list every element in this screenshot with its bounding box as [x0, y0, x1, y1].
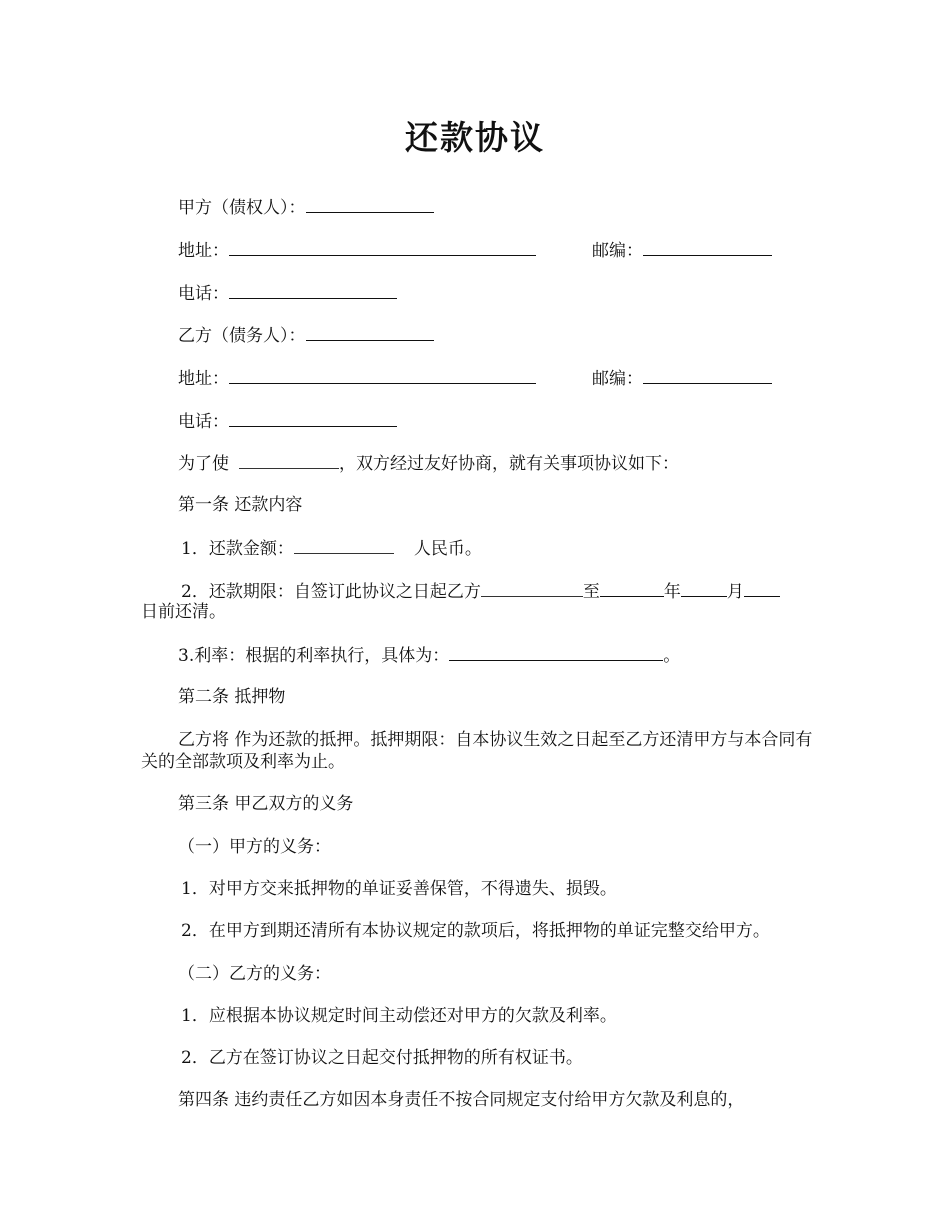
- purpose-line: [178, 452, 679, 475]
- party-b-label: 乙方（债务人）：: [178, 326, 306, 346]
- phone-label: 电话：: [178, 284, 229, 304]
- amount-blank[interactable]: [294, 537, 394, 554]
- a3-party-a-heading: （一）甲方的义务：: [178, 837, 331, 857]
- a1-item-2-month: 月: [726, 582, 744, 602]
- a3-a-item-1: 1．对甲方交来抵押物的单证妥善保管，不得遗失、损毁。: [181, 879, 617, 899]
- phone-label: 电话：: [178, 412, 229, 432]
- a1-item-2-prefix: 2．还款期限：自签订此协议之日起乙方: [181, 582, 481, 602]
- party-a-postcode-blank[interactable]: [643, 239, 772, 256]
- a1-item-3-prefix: 3.利率：根据的利率执行，具体为：: [178, 646, 450, 666]
- purpose-blank[interactable]: [239, 452, 339, 469]
- a1-item-3: [178, 644, 680, 667]
- purpose-suffix: ，双方经过友好协商，就有关事项协议如下：: [339, 454, 679, 474]
- article-2-body: 乙方将 作为还款的抵押。抵押期限：自本协议生效之日起至乙方还清甲方与本合同有关的全部款项及利率为止。: [141, 730, 813, 772]
- purpose-prefix: 为了使: [178, 454, 229, 474]
- document-title: 还款协议: [405, 118, 545, 157]
- address-label: 地址：: [178, 369, 229, 389]
- a1-item-1-suffix: 人民币。: [413, 539, 482, 559]
- article-3-title: 第三条 甲乙双方的义务: [178, 794, 354, 814]
- party-a-blank[interactable]: [306, 196, 434, 213]
- year-blank[interactable]: [600, 580, 664, 597]
- a1-item-2-to: 至: [582, 582, 600, 602]
- party-b-address-blank[interactable]: [229, 367, 536, 384]
- party-b-address-line: [178, 367, 772, 390]
- a3-b-item-1: 1．应根据本协议规定时间主动偿还对甲方的欠款及利率。: [181, 1006, 617, 1026]
- address-label: 地址：: [178, 241, 229, 261]
- party-b-postcode-blank[interactable]: [643, 367, 772, 384]
- article-1-title: 第一条 还款内容: [178, 495, 303, 515]
- article-4-text: 第四条 违约责任乙方如因本身责任不按合同规定支付给甲方欠款及利息的，: [178, 1090, 745, 1110]
- day-blank[interactable]: [744, 580, 780, 597]
- rate-blank[interactable]: [449, 644, 663, 661]
- a3-party-b-heading: （二）乙方的义务：: [178, 964, 331, 984]
- month-blank[interactable]: [681, 580, 727, 597]
- article-2-title: 第二条 抵押物: [178, 687, 286, 707]
- repay-start-blank[interactable]: [481, 580, 583, 597]
- a1-item-2: [181, 580, 780, 603]
- a1-item-1-prefix: 1．还款金额：: [181, 539, 294, 559]
- party-b-phone-line: [178, 410, 397, 433]
- party-a-address-line: [178, 239, 772, 262]
- postcode-label: 邮编：: [592, 241, 643, 261]
- party-b-phone-blank[interactable]: [229, 410, 397, 427]
- party-a-address-blank[interactable]: [229, 239, 536, 256]
- a3-a-item-2: 2．在甲方到期还清所有本协议规定的款项后，将抵押物的单证完整交给甲方。: [181, 921, 770, 941]
- party-a-line: [178, 196, 434, 219]
- postcode-label: 邮编：: [592, 369, 643, 389]
- party-a-label: 甲方（债权人）：: [178, 198, 306, 218]
- a1-item-3-suffix: 。: [663, 646, 681, 666]
- a1-item-1: [181, 537, 482, 560]
- a1-item-2-end: 日前还清。: [141, 602, 226, 622]
- party-a-phone-blank[interactable]: [229, 282, 397, 299]
- party-b-blank[interactable]: [306, 324, 434, 341]
- a3-b-item-2: 2．乙方在签订协议之日起交付抵押物的所有权证书。: [181, 1048, 583, 1068]
- party-a-phone-line: [178, 282, 397, 305]
- a1-item-2-year: 年: [663, 582, 681, 602]
- party-b-line: [178, 324, 434, 347]
